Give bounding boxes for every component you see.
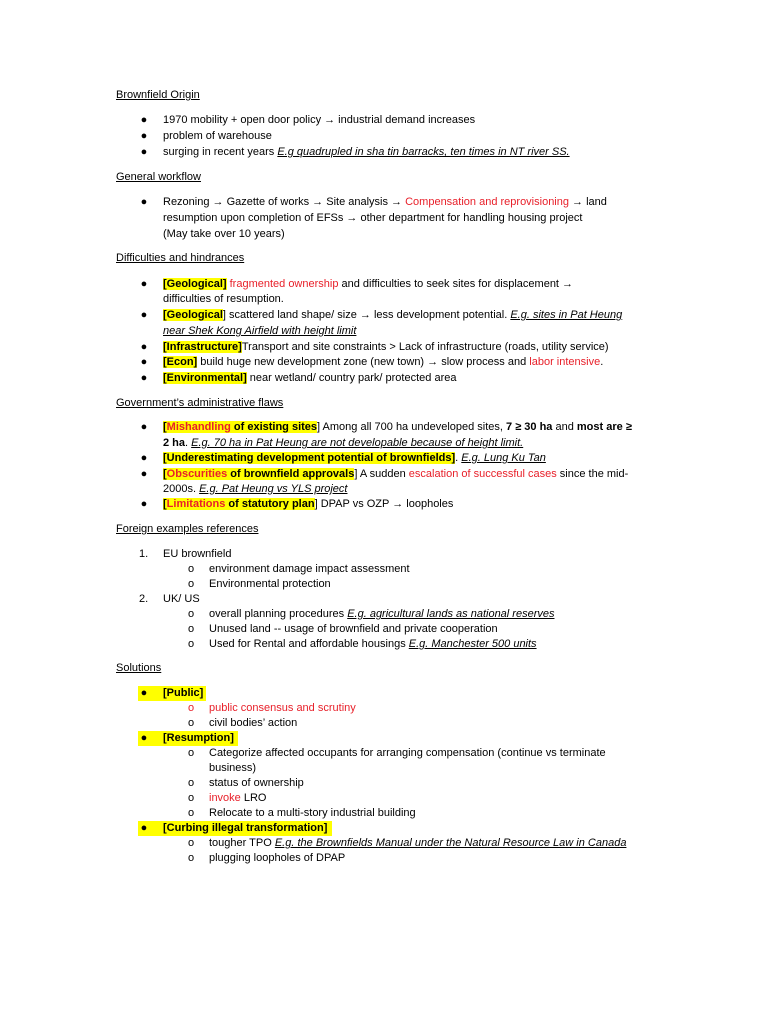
bold-text: 7 ≥ 30 ha <box>506 421 553 433</box>
highlight-red-text: Obscurities <box>166 468 228 480</box>
tag-bracket: [ <box>163 468 167 480</box>
tag-label: [Infrastructure] <box>163 341 242 353</box>
item-text: tougher TPO <box>209 837 275 849</box>
tag-label: of brownfield approvals <box>227 468 355 480</box>
bold-text: 2 ha <box>163 437 186 449</box>
circle-bullet-icon: o <box>187 608 195 620</box>
list-item-continued <box>163 482 658 497</box>
bullet-icon: ● <box>140 498 148 510</box>
item-text: plugging loopholes of DPAP <box>209 852 346 864</box>
sub-list-item <box>187 701 659 716</box>
list-item <box>140 277 658 292</box>
circle-bullet-icon: o <box>187 717 195 729</box>
tag-label: [Environmental] <box>163 372 247 384</box>
highlight-red-text: Limitations <box>166 498 226 510</box>
list-item-continued <box>163 211 658 226</box>
heading-brownfield-origin: Brownfield Origin <box>116 89 200 101</box>
list-item <box>140 355 658 370</box>
tag-bracket: [ <box>163 498 167 510</box>
list-item <box>140 371 658 386</box>
bullet-icon: ● <box>140 687 148 699</box>
item-text: since the mid- <box>556 468 629 480</box>
list-item <box>140 821 658 836</box>
highlight-red-text: fragmented ownership <box>226 278 339 290</box>
item-text: LRO <box>240 792 267 804</box>
tag-label: [Underestimating development potential of brownfields] <box>163 452 456 464</box>
item-number: 1. <box>139 548 149 560</box>
item-text: business) <box>209 762 257 774</box>
item-text: near wetland/ country park/ protected area <box>246 372 457 384</box>
example-text: E.g. Pat Heung vs YLS project <box>199 483 348 495</box>
sub-list-item <box>187 637 659 652</box>
item-text: Among all 700 ha undeveloped sites, <box>320 421 507 433</box>
item-text: problem of warehouse <box>163 130 272 142</box>
heading-foreign-examples: Foreign examples references <box>116 523 259 535</box>
list-item <box>140 497 658 512</box>
bullet-icon: ● <box>140 372 148 384</box>
circle-bullet-icon: o <box>187 852 195 864</box>
sub-list-item <box>187 791 659 806</box>
circle-bullet-icon: o <box>187 702 195 714</box>
item-text: Relocate to a multi-story industrial building <box>209 807 416 819</box>
list-item <box>140 308 658 323</box>
sub-list-item <box>187 776 659 791</box>
item-text: difficulties of resumption. <box>163 293 284 305</box>
sub-list-item <box>187 622 659 637</box>
list-item <box>140 340 658 355</box>
item-text: 1970 mobility + open door policy → industrial demand increases <box>163 114 476 126</box>
item-text: → land <box>569 196 607 208</box>
tag-bracket: ] <box>354 468 358 480</box>
sub-list-item <box>187 746 659 761</box>
highlight-red-text: labor intensive <box>529 356 601 368</box>
list-item <box>140 420 658 435</box>
example-text: E.g. Lung Ku Tan <box>461 452 546 464</box>
sub-list-item <box>187 836 659 851</box>
item-text: status of ownership <box>209 777 304 789</box>
list-item <box>140 145 658 160</box>
item-text: Transport and site constraints > Lack of infrastructure (roads, utility service) <box>241 341 609 353</box>
item-text: . <box>185 437 192 449</box>
list-item-continued <box>163 324 658 339</box>
numbered-item <box>139 592 658 607</box>
circle-bullet-icon: o <box>187 807 195 819</box>
highlight-red-text: public consensus and scrutiny <box>209 702 356 714</box>
list-item-continued <box>163 227 658 242</box>
circle-bullet-icon: o <box>187 563 195 575</box>
circle-bullet-icon: o <box>187 792 195 804</box>
list-item <box>140 451 658 466</box>
sub-list-item <box>187 607 659 622</box>
circle-bullet-icon: o <box>187 578 195 590</box>
highlight-red-text: Mishandling <box>166 421 231 433</box>
item-text: and difficulties to seek sites for displacement → <box>338 278 574 290</box>
item-text: and <box>552 421 577 433</box>
list-item <box>140 195 658 210</box>
item-text: A sudden <box>357 468 409 480</box>
circle-bullet-icon: o <box>187 777 195 789</box>
tag-label: [Public] <box>163 687 204 699</box>
tag-bracket: ] <box>317 421 321 433</box>
example-text: near Shek Kong Airfield with height limit <box>163 325 357 337</box>
item-text: (May take over 10 years) <box>163 228 285 240</box>
tag-label: [Econ] <box>163 356 198 368</box>
list-item <box>140 113 658 128</box>
sub-list-item <box>187 562 659 577</box>
bold-text: most are ≥ <box>576 421 632 433</box>
list-item <box>140 731 658 746</box>
bullet-icon: ● <box>140 468 148 480</box>
item-text: environment damage impact assessment <box>209 563 410 575</box>
item-text: resumption upon completion of EFSs → other department for handling housing project <box>163 212 583 224</box>
item-text: civil bodies’ action <box>209 717 298 729</box>
item-text: Rezoning → Gazette of works → Site analysis → <box>163 196 406 208</box>
tag-label: Geological <box>166 309 223 321</box>
highlight-red-text: invoke <box>209 792 241 804</box>
bullet-icon: ● <box>140 278 148 290</box>
sub-list-item-continued <box>209 761 659 776</box>
circle-bullet-icon: o <box>187 638 195 650</box>
heading-difficulties: Difficulties and hindrances <box>116 252 245 264</box>
bullet-icon: ● <box>140 146 148 158</box>
bullet-icon: ● <box>140 421 148 433</box>
circle-bullet-icon: o <box>187 747 195 759</box>
item-text: . <box>455 452 462 464</box>
numbered-item <box>139 547 658 562</box>
item-text: . <box>600 356 604 368</box>
item-text: Environmental protection <box>209 578 331 590</box>
heading-solutions: Solutions <box>116 662 162 674</box>
item-text: overall planning procedures <box>209 608 348 620</box>
heading-general-workflow: General workflow <box>116 171 201 183</box>
sub-list-item <box>187 577 659 592</box>
list-item-continued <box>163 436 658 451</box>
example-text: E.g. sites in Pat Heung <box>510 309 623 321</box>
bullet-icon: ● <box>140 309 148 321</box>
item-text: DPAP vs OZP → loopholes <box>317 498 454 510</box>
list-item <box>140 129 658 144</box>
bullet-icon: ● <box>140 452 148 464</box>
item-text: build huge new development zone (new town) → slow process and <box>197 356 530 368</box>
tag-bracket: ] <box>314 498 318 510</box>
example-text: E.g. agricultural lands as national reserves <box>347 608 555 620</box>
example-text: E.g. 70 ha in Pat Heung are not developable because of height limit. <box>191 437 524 449</box>
item-text: surging in recent years <box>163 146 278 158</box>
bullet-icon: ● <box>140 732 148 744</box>
item-text: UK/ US <box>163 593 200 605</box>
tag-label: [Geological] <box>163 278 227 290</box>
example-text: E.g. the Brownfields Manual under the Natural Resource Law in Canada <box>274 837 627 849</box>
item-text: scattered land shape/ size → less development potential. <box>225 309 511 321</box>
example-text: E.g. Manchester 500 units <box>408 638 537 650</box>
bullet-icon: ● <box>140 130 148 142</box>
tag-label: of statutory plan <box>225 498 315 510</box>
bullet-icon: ● <box>140 196 148 208</box>
sub-list-item <box>187 716 659 731</box>
list-item-continued <box>163 292 658 307</box>
tag-label: [Curbing illegal transformation] <box>163 822 328 834</box>
list-item <box>140 467 658 482</box>
circle-bullet-icon: o <box>187 623 195 635</box>
bullet-icon: ● <box>140 341 148 353</box>
item-text: EU brownfield <box>163 548 232 560</box>
item-text: 2000s. <box>163 483 200 495</box>
item-text: Unused land -- usage of brownfield and private cooperation <box>209 623 498 635</box>
bullet-icon: ● <box>140 822 148 834</box>
sub-list-item <box>187 851 659 866</box>
tag-bracket: ] <box>222 309 226 321</box>
circle-bullet-icon: o <box>187 837 195 849</box>
item-text: Used for Rental and affordable housings <box>209 638 409 650</box>
tag-label: of existing sites <box>230 421 318 433</box>
bullet-icon: ● <box>140 114 148 126</box>
list-item <box>140 686 658 701</box>
highlight-red-text: escalation of successful cases <box>408 468 557 480</box>
heading-admin-flaws: Government’s administrative flaws <box>116 397 284 409</box>
bullet-icon: ● <box>140 356 148 368</box>
item-number: 2. <box>139 593 149 605</box>
example-text: E.g quadrupled in sha tin barracks, ten times in NT river SS. <box>277 146 570 158</box>
tag-bracket: [ <box>163 309 167 321</box>
tag-label: [Resumption] <box>163 732 234 744</box>
tag-bracket: [ <box>163 421 167 433</box>
sub-list-item <box>187 806 659 821</box>
item-text: Categorize affected occupants for arranging compensation (continue vs terminate <box>209 747 606 759</box>
highlight-red-text: Compensation and reprovisioning <box>405 196 569 208</box>
